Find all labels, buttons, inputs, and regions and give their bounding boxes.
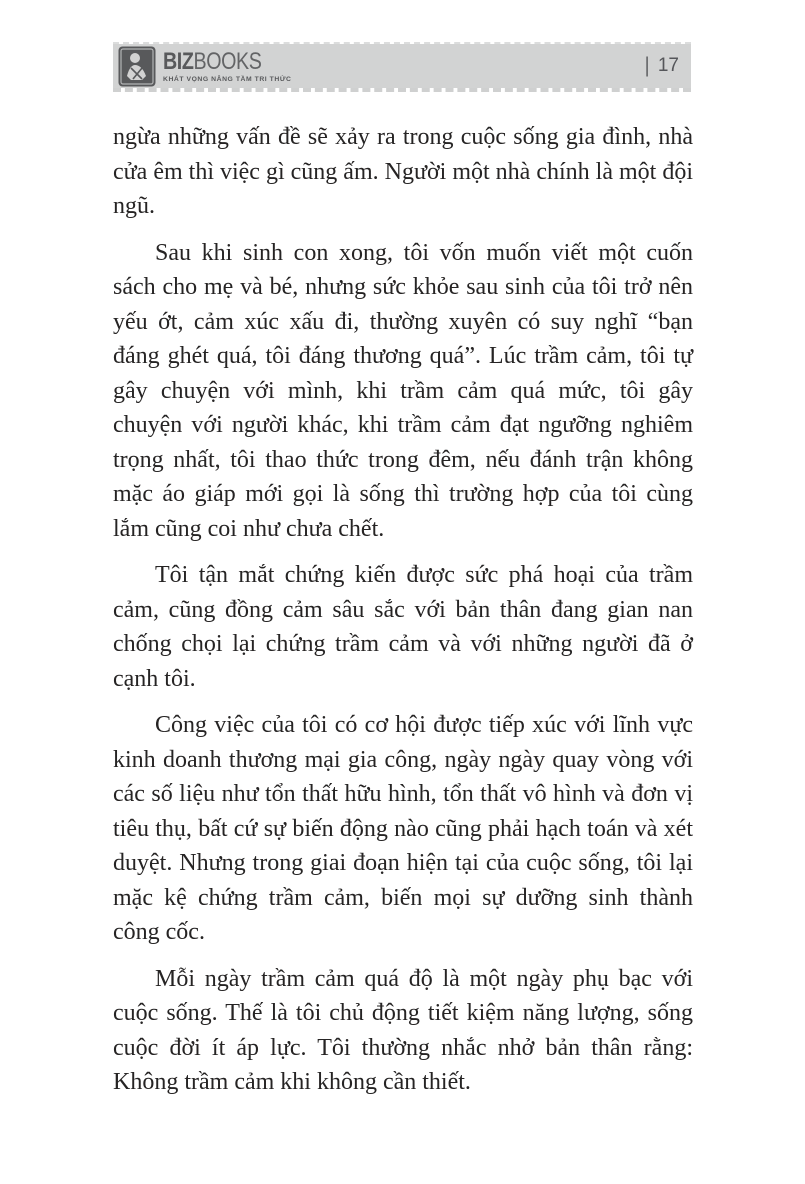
page-header xyxy=(113,42,691,92)
page-body xyxy=(113,120,693,1112)
publisher-logo xyxy=(113,46,291,87)
paragraph: Công việc của tôi có cơ hội được tiếp xúc với lĩnh vực kinh doanh thương mại gia công, ngày ngày quay vòng với các số liệu như tổn thất hữu hình, tổn thất vô hình và đơn vị tiêu thụ, bất cứ sự biến động nào cũng phải hạch toán và xét duyệt. Nhưng trong giai đoạn hiện tại của cuộc sống, tôi lại mặc kệ chứng trầm cảm, biến mọi sự dưỡng sinh thành công cốc. xyxy=(113,712,693,945)
bizbooks-book-person-icon xyxy=(118,46,156,87)
page-number-separator: | xyxy=(644,54,650,77)
brand-books: BOOKS xyxy=(193,47,262,75)
paragraph: Mỗi ngày trầm cảm quá độ là một ngày phụ bạc với cuộc sống. Thế là tôi chủ động tiết kiệm năng lượng, sống cuộc đời ít áp lực. Tôi thường nhắc nhở bản thân rằng: Không trầm cảm khi không cần thiết. xyxy=(113,965,693,1095)
page-number-value: 17 xyxy=(657,55,679,76)
brand-tagline: KHÁT VỌNG NÂNG TẦM TRI THỨC xyxy=(163,75,292,83)
logo-text-block xyxy=(163,47,292,83)
paragraph: Tôi tận mắt chứng kiến được sức phá hoại của trầm cảm, cũng đồng cảm sâu sắc với bản thân đang gian nan chống chọi lại chứng trầm cảm và với những người đã ở cạnh tôi. xyxy=(113,562,693,692)
paragraph: Sau khi sinh con xong, tôi vốn muốn viết một cuốn sách cho mẹ và bé, nhưng sức khỏe sau sinh của tôi trở nên yếu ớt, cảm xúc xấu đi, thường xuyên có suy nghĩ “bạn đáng ghét quá, tôi đáng thương quá”. Lúc trầm cảm, tôi tự gây chuyện với mình, khi trầm cảm quá mức, tôi gây chuyện với người khác, khi trầm cảm đạt ngưỡng nghiêm trọng nhất, tôi thao thức trong đêm, nếu đánh trận không mặc áo giáp mới gọi là sống thì trường hợp của tôi cùng lắm cũng coi như chưa chết. xyxy=(113,239,693,542)
brand-biz: BIZ xyxy=(163,47,194,75)
paragraph: ngừa những vấn đề sẽ xảy ra trong cuộc sống gia đình, nhà cửa êm thì việc gì cũng ấm. Người một nhà chính là một đội ngũ. xyxy=(113,124,693,219)
brand-name xyxy=(163,47,268,75)
page-number xyxy=(644,54,691,78)
